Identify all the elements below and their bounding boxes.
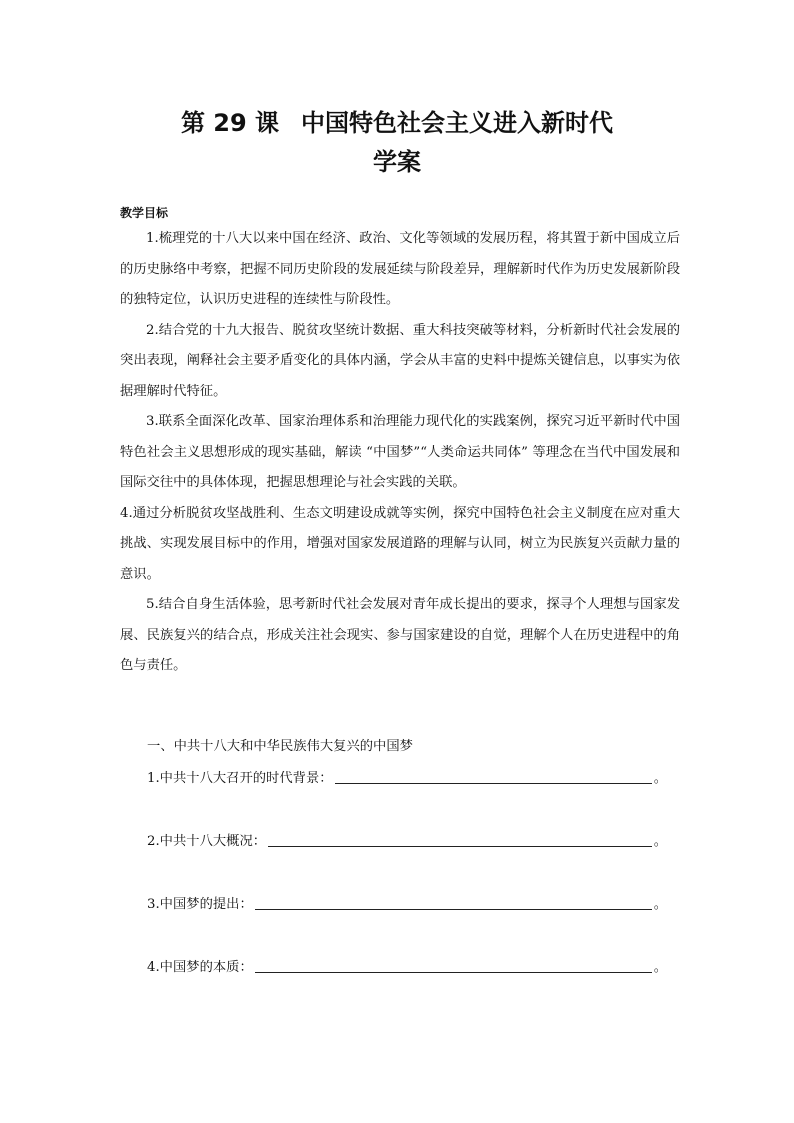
objective-item: 4.通过分析脱贫攻坚战胜利、生态文明建设成就等实例，探究中国特色社会主义制度在应对重大挑战、实现发展目标中的作用，增强对国家发展道路的理解与认同，树立为民族复兴贡献力量的意识。 xyxy=(120,505,680,582)
lesson-number: 第 29 课 xyxy=(180,109,280,137)
lesson-name: 中国特色社会主义进入新时代 xyxy=(301,109,614,137)
question-end-mark: 。 xyxy=(653,960,667,975)
answer-blank[interactable] xyxy=(255,893,652,910)
fill-in-question xyxy=(147,955,667,975)
objective-item: 1.梳理党的十八大以来中国在经济、政治、文化等领域的发展历程，将其置于新中国成立后的历史脉络中考察，把握不同历史阶段的发展延续与阶段差异，理解新时代作为历史发展新阶段的独特定位，认识历史进程的连续性与阶段性。 xyxy=(120,231,680,307)
fill-in-question xyxy=(147,892,667,912)
question-end-mark: 。 xyxy=(653,771,667,786)
document-subtitle: 学案 xyxy=(373,148,421,176)
answer-blank[interactable] xyxy=(268,830,652,847)
answer-blank[interactable] xyxy=(335,767,652,784)
answer-blank[interactable] xyxy=(255,956,652,973)
objective-item: 2.结合党的十九大报告、脱贫攻坚统计数据、重大科技突破等材料，分析新时代社会发展的突出表现，阐释社会主要矛盾变化的具体内涵，学会从丰富的史料中提炼关键信息，以事实为依据理解时代特征。 xyxy=(120,322,680,399)
question-label: 1.中共十八大召开的时代背景： xyxy=(147,771,333,786)
question-label: 4.中国梦的本质： xyxy=(147,960,253,975)
objectives-list xyxy=(120,224,680,682)
lesson-title xyxy=(0,103,794,138)
objectives-heading: 教学目标 xyxy=(120,206,169,220)
section-heading: 一、中共十八大和中华民族伟大复兴的中国梦 xyxy=(147,739,413,754)
question-end-mark: 。 xyxy=(653,834,667,849)
question-label: 2.中共十八大概况： xyxy=(147,834,267,849)
objective-item: 5.结合自身生活体验，思考新时代社会发展对青年成长提出的要求，探寻个人理想与国家发展、民族复兴的结合点，形成关注社会现实、参与国家建设的自觉，理解个人在历史进程中的角色与责任。 xyxy=(120,597,680,673)
question-end-mark: 。 xyxy=(653,897,667,912)
fill-in-question xyxy=(147,829,667,849)
question-label: 3.中国梦的提出： xyxy=(147,897,253,912)
objective-item: 3.联系全面深化改革、国家治理体系和治理能力现代化的实践案例，探究习近平新时代中国特色社会主义思想形成的现实基础，解读 “中国梦”“人类命运共同体” 等理念在当代中国发展和国际交往中的具体体现，把握思想理论与社会实践的关联。 xyxy=(120,414,680,490)
fill-in-question xyxy=(147,766,667,786)
